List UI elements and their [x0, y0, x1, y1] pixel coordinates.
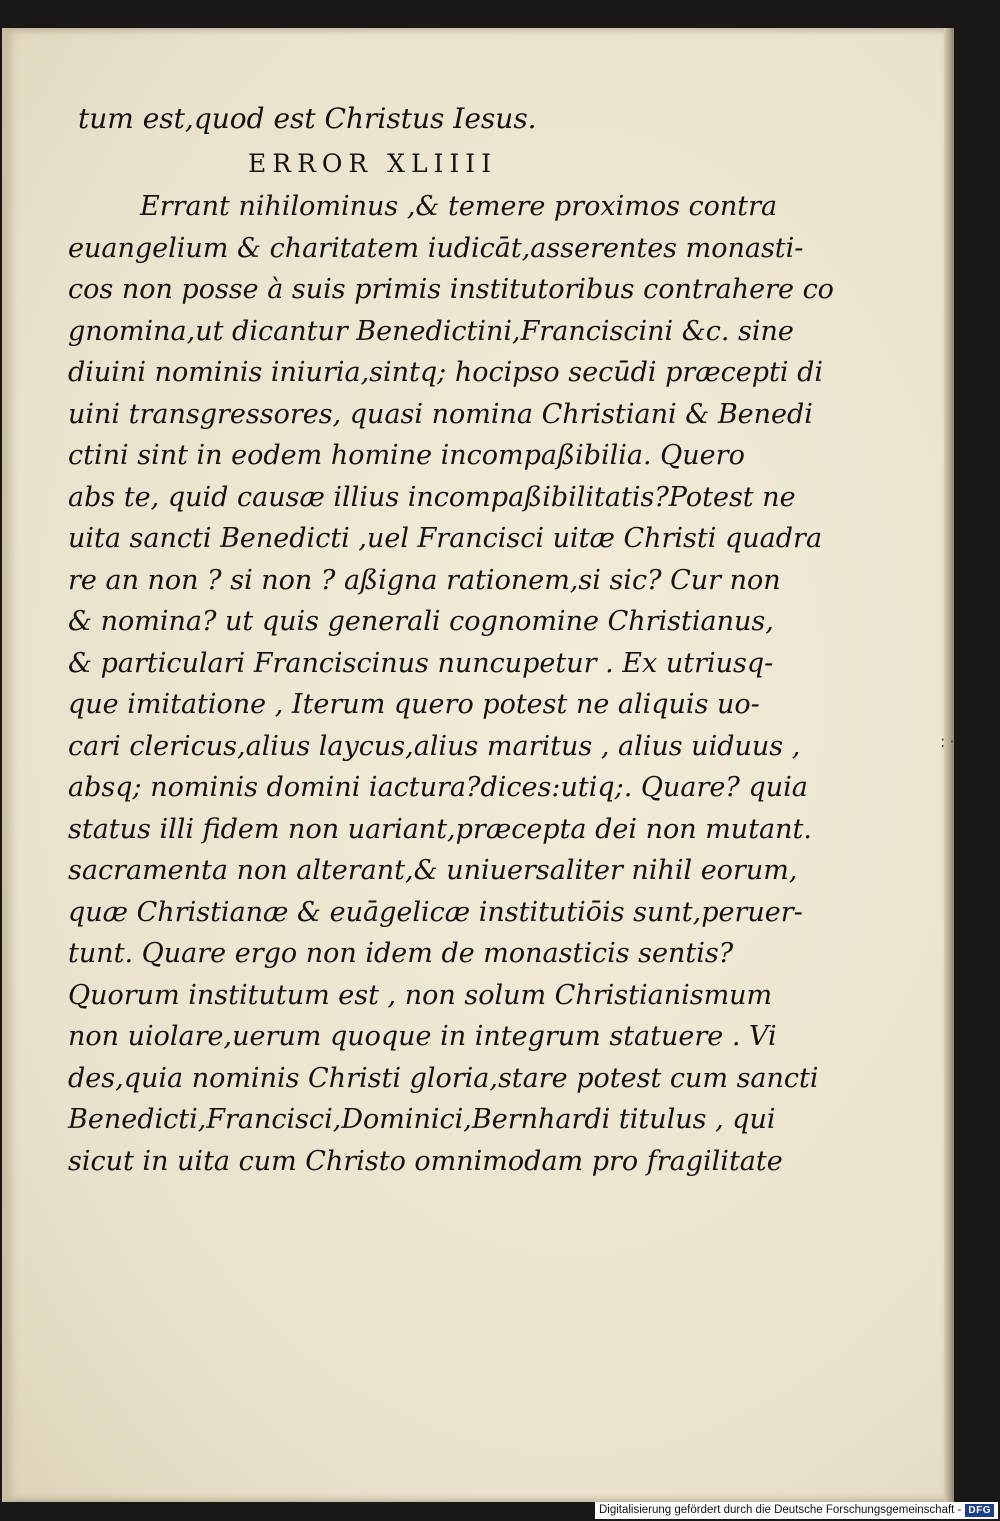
text-line: gnomina,ut dicantur Benedictini,Franciscini &c. sine [68, 315, 794, 347]
continuation-line: tum est,quod est Christus Iesus. [78, 102, 537, 135]
text-line: diuini nominis iniuria,sintq; hocipso secūdi præcepti di [68, 357, 824, 388]
text-line: uita sancti Benedicti ,uel Francisci uitæ Christi quadra [68, 523, 823, 554]
text-line: cos non posse à suis primis institutoribus contrahere co [68, 274, 834, 305]
text-line: abs te, quid causæ illius incompaßibilitatis?Potest ne [68, 481, 796, 513]
text-line: ctini sint in eodem homine incompaßibilia. Quero [68, 440, 745, 471]
text-line: tunt. Quare ergo non idem de monasticis sentis? [68, 938, 734, 969]
text-line: cari clericus,alius laycus,alius maritus , alius uiduus , [68, 730, 801, 762]
text-line: des,quia nominis Christi gloria,stare potest cum sancti [68, 1062, 819, 1094]
dfg-logo: DFG [965, 1504, 994, 1517]
text-line: que imitatione , Iterum quero potest ne aliquis uo- [68, 689, 760, 720]
text-line: sicut in uita cum Christo omnimodam pro fragilitate [68, 1145, 783, 1177]
section-heading: ERROR XLIIII [248, 149, 498, 178]
text-line: & nomina? ut quis generali cognomine Christianus, [68, 606, 774, 637]
page-text [68, 96, 834, 1182]
text-line: sacramenta non alterant,& uniuersaliter nihil eorum, [68, 855, 798, 886]
text-line: non uiolare,uerum quoque in integrum statuere . Vi [68, 1021, 777, 1052]
text-line: re an non ? si non ? aßigna rationem,si sic? Cur non [68, 564, 781, 596]
text-line: quæ Christianæ & euāgelicæ institutiōis sunt,peruer- [68, 896, 803, 928]
digitization-credit [595, 1502, 998, 1519]
text-line: Benedicti,Francisci,Dominici,Bernhardi titulus , qui [68, 1104, 776, 1135]
text-line: absq; nominis domini iactura?dices:utiq;. Quare? quia [68, 772, 808, 803]
page-fore-edge [944, 28, 954, 1502]
text-line: Quorum institutum est , non solum Christianismum [68, 979, 773, 1011]
credit-text: Digitalisierung gefördert durch die Deutsche Forschungsgemeinschaft - [598, 1504, 962, 1516]
text-line: & particulari Franciscinus nuncupetur . Ex utriusq- [68, 647, 774, 679]
text-line: uini transgressores, quasi nomina Christiani & Benedi [68, 398, 813, 430]
page-gutter-shadow [2, 28, 16, 1502]
text-line: Errant nihilominus ,& temere proximos contra [140, 191, 778, 222]
text-line: status illi fidem non uariant,præcepta dei non mutant. [68, 813, 812, 845]
text-line: euangelium & charitatem iudicāt,asserentes monasti- [68, 232, 804, 264]
margin-marks: :· [940, 732, 959, 751]
